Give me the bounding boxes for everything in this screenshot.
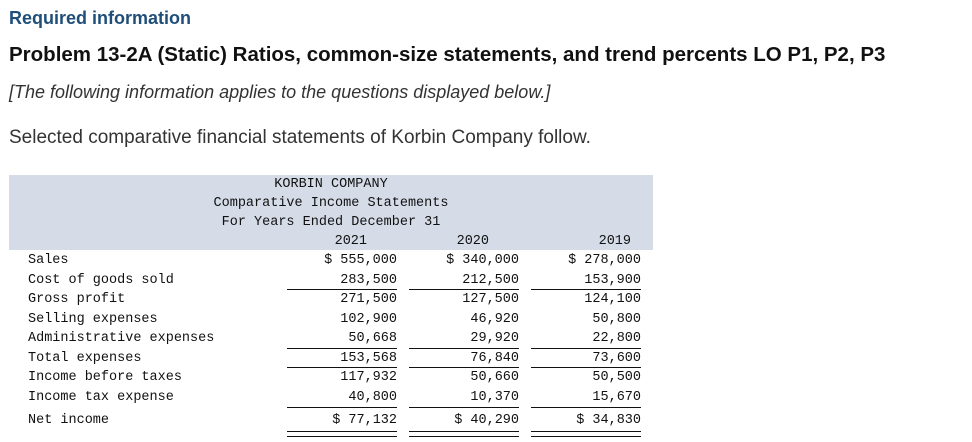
row-label: Cost of goods sold [28, 272, 174, 288]
value-2021: 283,500 [340, 272, 397, 288]
year-header-2020: 2020 [456, 234, 489, 249]
row-label: Administrative expenses [28, 331, 215, 346]
total-double-underline [531, 431, 641, 437]
value-2021: 117,932 [340, 370, 397, 385]
subtotal-underline [287, 289, 397, 290]
value-2021: 271,500 [340, 292, 397, 307]
row-label: Net income [28, 413, 110, 428]
statement-period: For Years Ended December 31 [221, 215, 441, 230]
value-2019: 50,500 [592, 370, 641, 385]
total-double-underline [409, 431, 519, 437]
value-2019: $ 34,830 [576, 413, 641, 428]
required-information-heading: Required information [9, 8, 192, 28]
subtotal-underline [287, 367, 397, 368]
value-2019: 73,600 [592, 350, 641, 366]
value-2019: 153,900 [584, 272, 641, 288]
value-2020: $ 40,290 [454, 413, 519, 428]
value-2020: 46,920 [470, 311, 519, 327]
subtotal-underline [531, 348, 641, 349]
value-2021: 153,568 [340, 350, 397, 366]
value-2020: $ 340,000 [446, 253, 519, 268]
selected-statements-text: Selected comparative financial statements of Korbin Company follow. [9, 127, 591, 148]
income-statement-table [9, 175, 653, 440]
value-2020: 127,500 [462, 292, 519, 307]
value-2019: $ 278,000 [568, 253, 641, 268]
row-label: Income tax expense [28, 389, 174, 405]
row-label: Selling expenses [28, 311, 158, 327]
problem-title: Problem 13-2A (Static) Ratios, common-size statements, and trend percents LO P1, P2, P3 [9, 43, 886, 66]
value-2019: 15,670 [592, 389, 641, 405]
value-2019: 22,800 [592, 331, 641, 346]
value-2020: 10,370 [470, 389, 519, 405]
row-label: Total expenses [28, 350, 142, 366]
year-header-2021: 2021 [334, 234, 367, 249]
row-label: Gross profit [28, 292, 126, 307]
subtotal-underline [409, 348, 519, 349]
subtotal-underline [531, 367, 641, 368]
value-2020: 29,920 [470, 331, 519, 346]
subtotal-underline [287, 348, 397, 349]
row-income-before-taxes [9, 370, 653, 389]
intro-note: [The following information applies to the questions displayed below.] [9, 82, 551, 102]
value-2020: 212,500 [462, 272, 519, 288]
row-net-income [9, 413, 653, 432]
row-gross-profit [9, 292, 653, 311]
row-label: Sales [28, 253, 69, 268]
value-2021: 40,800 [348, 389, 397, 405]
value-2021: 102,900 [340, 311, 397, 327]
row-selling-expenses [9, 312, 653, 331]
row-sales [9, 253, 653, 272]
row-label: Income before taxes [28, 370, 182, 385]
subtotal-underline [531, 407, 641, 408]
subtotal-underline [287, 407, 397, 408]
statement-title: Comparative Income Statements [213, 196, 449, 211]
value-2021: $ 77,132 [332, 413, 397, 428]
total-double-underline [287, 431, 397, 437]
value-2020: 50,660 [470, 370, 519, 385]
value-2020: 76,840 [470, 350, 519, 366]
value-2019: 50,800 [592, 311, 641, 327]
subtotal-underline [531, 289, 641, 290]
value-2021: $ 555,000 [324, 253, 397, 268]
subtotal-underline [409, 289, 519, 290]
value-2019: 124,100 [584, 292, 641, 307]
year-header-2019: 2019 [598, 234, 631, 249]
value-2021: 50,668 [348, 331, 397, 346]
subtotal-underline [409, 367, 519, 368]
company-name: KORBIN COMPANY [274, 177, 388, 192]
subtotal-underline [409, 407, 519, 408]
